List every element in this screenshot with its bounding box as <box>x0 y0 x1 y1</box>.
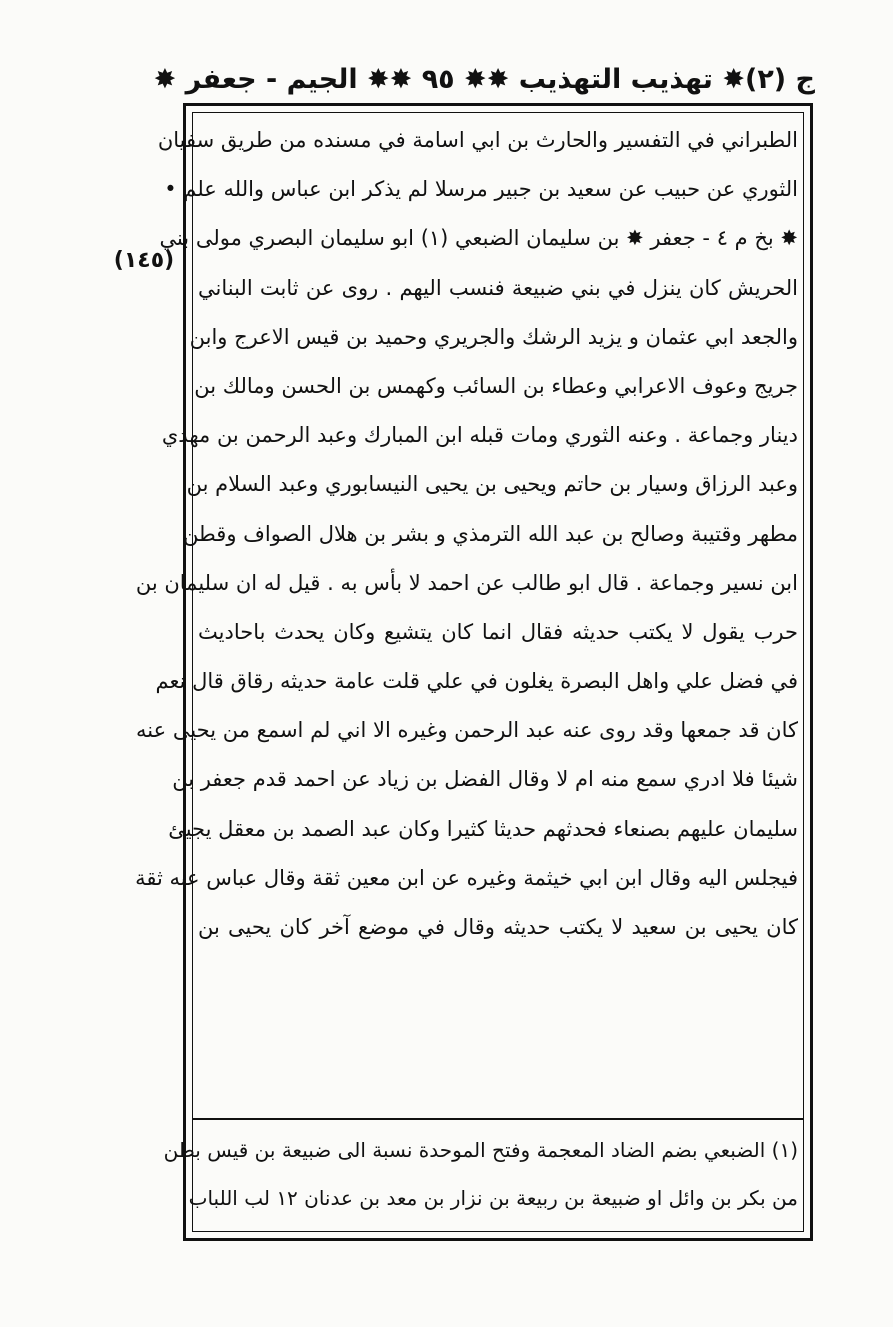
text-line: مطهر وقتيبة وصالح بن عبد الله الترمذي و بشر بن هلال الصواف وقطن <box>183 521 798 546</box>
footnote-divider <box>192 1118 804 1120</box>
text-line: كان قد جمعها وقد روى عنه عبد الرحمن وغيره الا اني لم اسمع من يحيى عنه <box>136 718 798 743</box>
text-line: في فضل علي واهل البصرة يغلون في علي قلت عامة حديثه رقاق قال نعم <box>155 669 798 694</box>
margin-entry-number: (١٤٥) <box>113 248 175 273</box>
text-line: الحريش كان ينزل في بني ضبيعة فنسب اليهم . روى عن ثابت البناني <box>198 275 798 300</box>
text-line: الطبراني في التفسير والحارث بن ابي اسامة في مسنده من طريق سفيان <box>157 128 798 152</box>
text-line: شيئا فلا ادري سمع منه ام لا وقال الفضل بن زياد عن احمد قدم جعفر بن <box>172 767 798 792</box>
text-line: ✸ بخ م ٤ - جعفر ✸ بن سليمان الضبعي (١) ابو سليمان البصري مولى بني <box>159 226 798 251</box>
text-line: والجعد ابي عثمان و يزيد الرشك والجريري وحميد بن قيس الاعرج وابن <box>189 324 798 349</box>
text-line: كان يحيى بن سعيد لا يكتب حديثه وقال في موضع آخر كان يحيى بن <box>198 915 798 939</box>
header-page-number: ✸ ٩٥ ✸ <box>389 63 487 95</box>
text-line: سليمان عليهم بصنعاء فحدثهم حديثا كثيرا وكان عبد الصمد بن معقل يجيئ <box>168 816 798 841</box>
text-line: دينار وجماعة . وعنه الثوري ومات قبله ابن المبارك وعبد الرحمن بن مهدي <box>161 423 798 448</box>
footnote-line: من بكر بن وائل او ضبيعة بن ربيعة بن نزار بن معد بن عدنان ١٢ لب اللباب <box>188 1186 798 1210</box>
header-section: ✸ الجيم - جعفر ✸ <box>153 63 390 95</box>
text-line: فيجلس اليه وقال ابن ابي خيثمة وغيره عن ابن معين ثقة وقال عباس عنه ثقة <box>135 865 798 890</box>
header-book-title: ✸ تهذيب التهذيب ✸ <box>486 63 745 95</box>
text-line: وعبد الرزاق وسيار بن حاتم ويحيى بن يحيى النيسابوري وعبد السلام بن <box>186 472 798 497</box>
footnote <box>163 1126 798 1222</box>
text-line: حرب يقول لا يكتب حديثه فقال انما كان يتشيع وكان يحدث باحاديث <box>198 619 798 644</box>
page-header <box>153 58 815 100</box>
header-volume: ج (٢) <box>744 63 815 95</box>
footnote-line: (١) الضبعي بضم الضاد المعجمة وفتح الموحدة نسبة الى ضبيعة بن قيس بطن <box>163 1138 798 1162</box>
text-line: الثوري عن حبيب عن سعيد بن جبير مرسلا لم يذكر ابن عباس والله علم • <box>164 177 798 202</box>
text-line: ابن نسير وجماعة . قال ابو طالب عن احمد لا بأس به . قيل له ان سليمان بن <box>135 570 798 595</box>
text-line: جريج وعوف الاعرابي وعطاء بن السائب وكهمس بن الحسن ومالك بن <box>194 373 798 398</box>
